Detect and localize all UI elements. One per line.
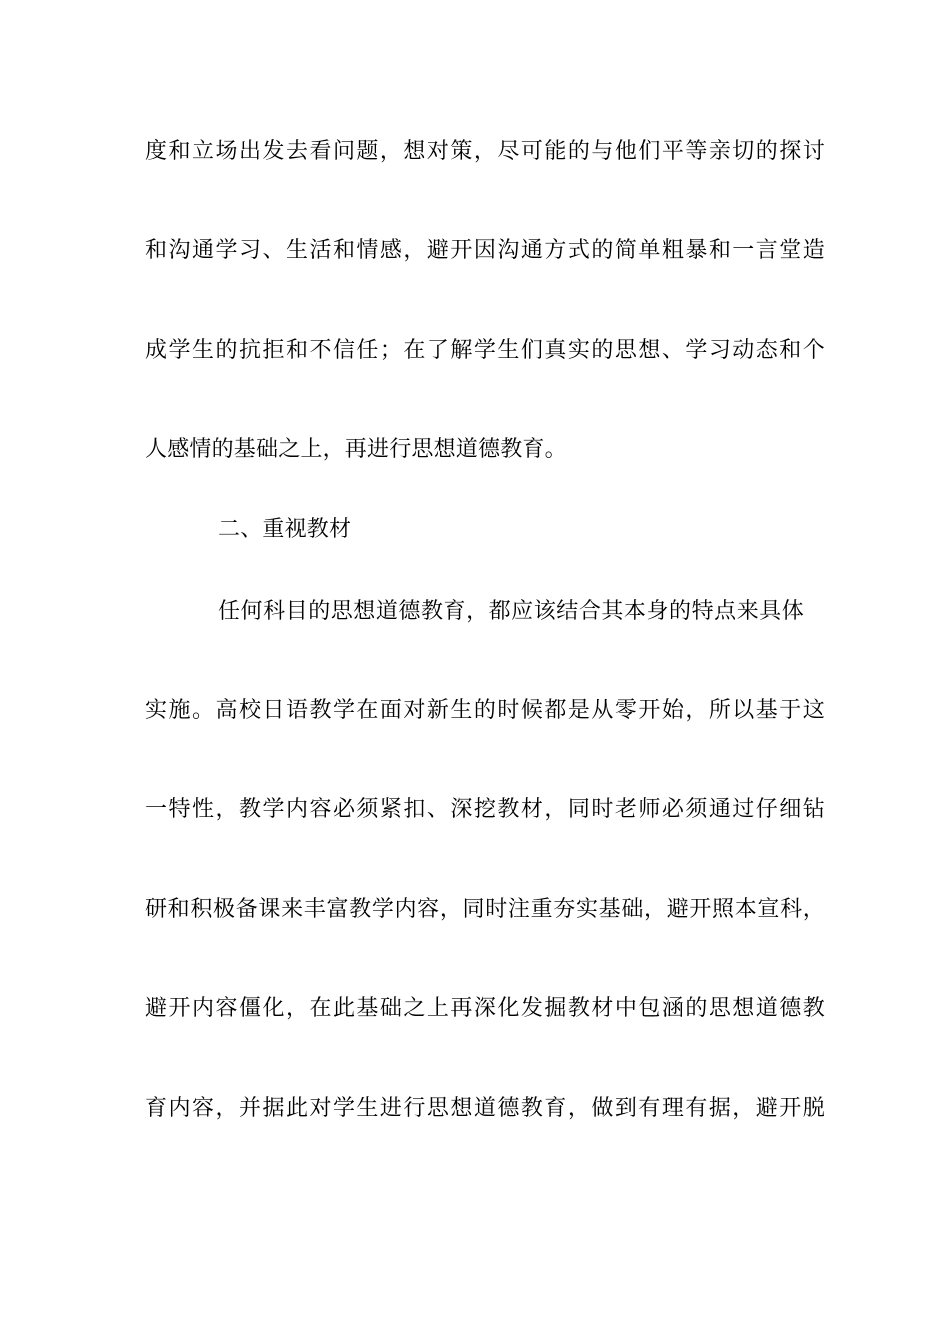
paragraph-line-7: 一特性，教学内容必须紧扣、深挖教材，同时老师必须通过仔细钻 xyxy=(145,797,825,822)
paragraph-line-2: 和沟通学习、生活和情感，避开因沟通方式的简单粗暴和一言堂造 xyxy=(145,238,825,263)
paragraph-line-4: 人感情的基础之上，再进行思想道德教育。 xyxy=(145,437,567,462)
paragraph-line-3: 成学生的抗拒和不信任；在了解学生们真实的思想、学习动态和个 xyxy=(145,338,825,363)
paragraph-line-5: 任何科目的思想道德教育，都应该结合其本身的特点来具体 xyxy=(218,599,804,624)
section-heading: 二、重视教材 xyxy=(218,517,352,542)
paragraph-line-8: 研和积极备课来丰富教学内容，同时注重夯实基础，避开照本宣科， xyxy=(145,897,825,922)
paragraph-line-9: 避开内容僵化，在此基础之上再深化发掘教材中包涵的思想道德教 xyxy=(145,996,825,1021)
paragraph-line-1: 度和立场出发去看问题，想对策，尽可能的与他们平等亲切的探讨 xyxy=(145,139,825,164)
paragraph-line-10: 育内容，并据此对学生进行思想道德教育，做到有理有据，避开脱 xyxy=(145,1096,825,1121)
paragraph-line-6: 实施。高校日语教学在面对新生的时候都是从零开始，所以基于这 xyxy=(145,698,825,723)
